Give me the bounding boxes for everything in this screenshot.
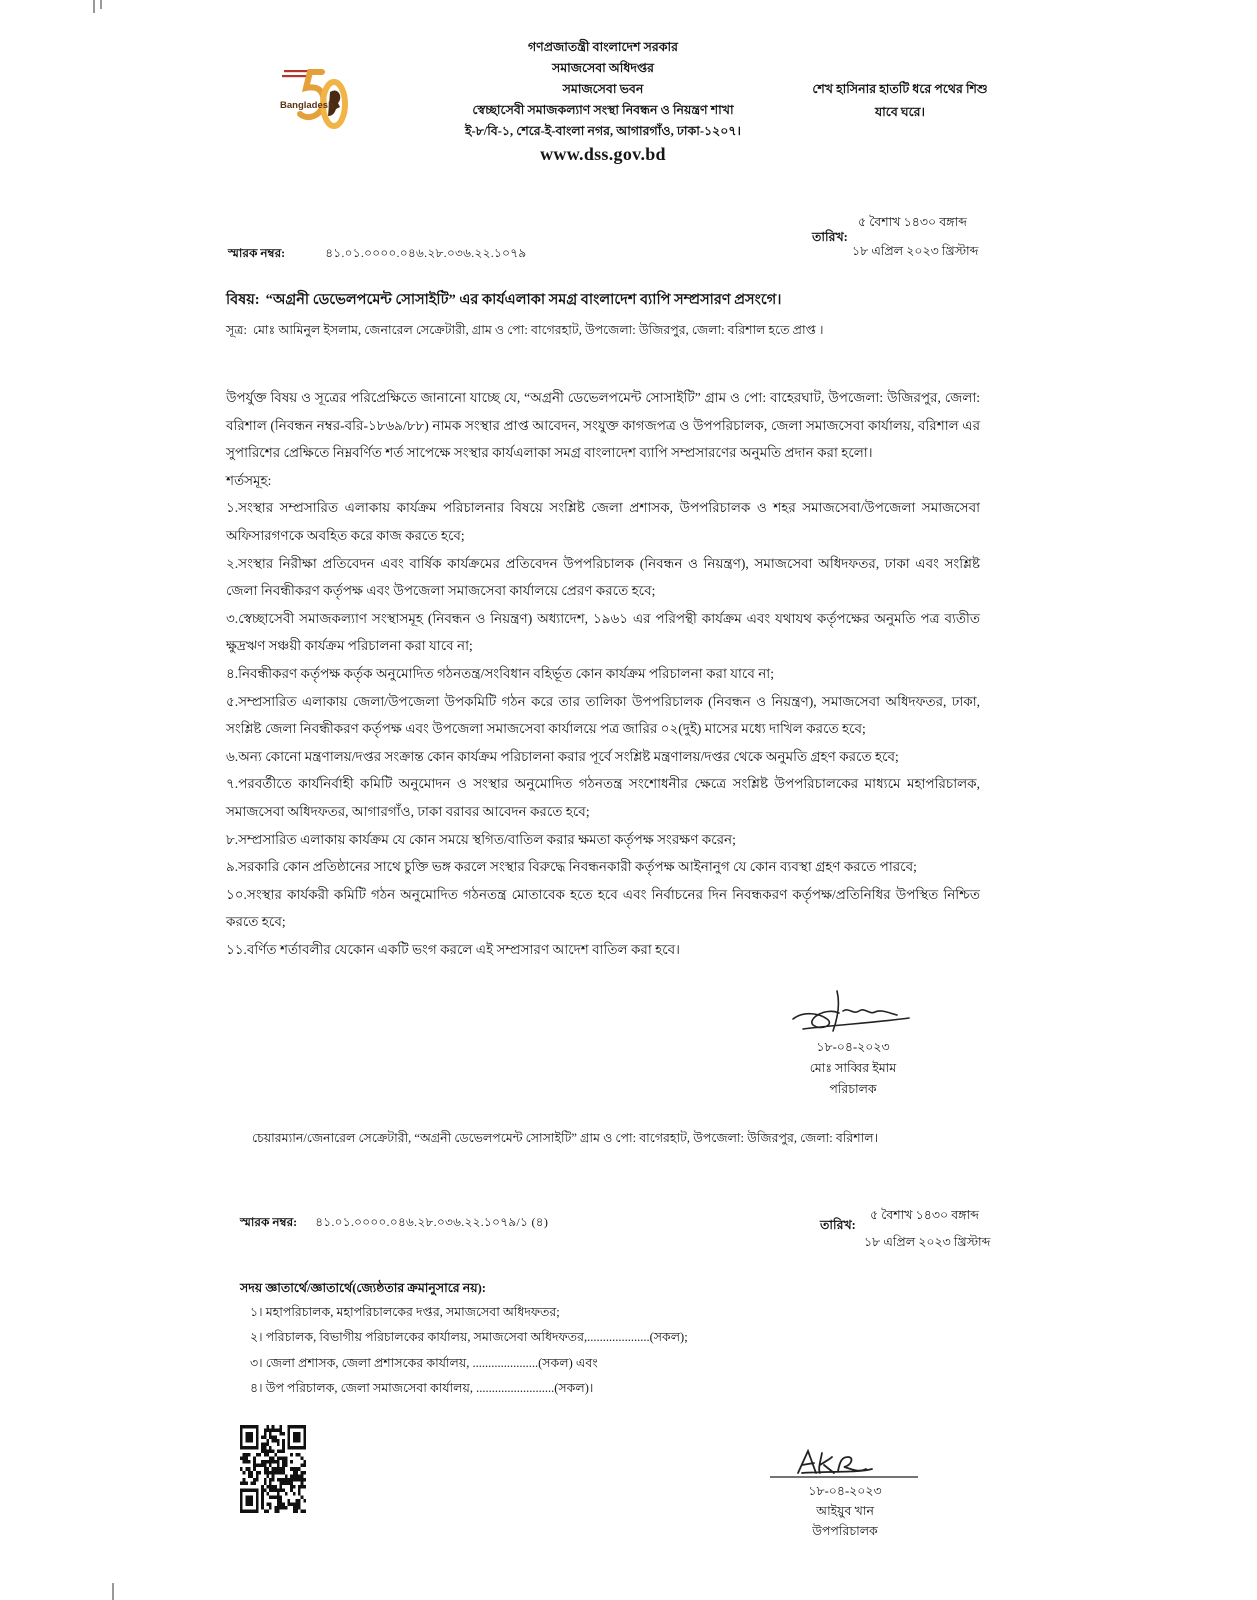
website: www.dss.gov.bd	[540, 144, 666, 164]
condition-item: ৮.সম্প্রসারিত এলাকায় কার্যক্রম যে কোন সময়ে স্থগিত/বাতিল করার ক্ষমতা কর্তৃপক্ষ সংরক্ষণ করেন;	[226, 831, 736, 847]
date-label: তারিখ:	[820, 1218, 856, 1232]
date-english: ১৮ এপ্রিল ২০২৩ খ্রিস্টাব্দ	[852, 244, 979, 258]
scan-mark	[100, 0, 102, 9]
copy-to-item: ১। মহাপরিচালক, মহাপরিচালকের দপ্তর, সমাজসেবা অধিদফতর;	[250, 1305, 560, 1319]
date-english: ১৮ এপ্রিল ২০২৩ খ্রিস্টাব্দ	[864, 1235, 991, 1249]
deputy-director-signature	[768, 1443, 923, 1483]
copy-to-item: ৩। জেলা প্রশাসক, জেলা প্রশাসকের কার্যালয়, .....................(সকল) এবং	[250, 1355, 598, 1370]
signature-date: ১৮-০৪-২০২৩	[808, 1484, 882, 1498]
subject-label: বিষয়:	[226, 292, 260, 308]
memo-number-row	[228, 244, 526, 262]
office-address: ই-৮/বি-১, শেরে-ই-বাংলা নগর, আগারগাঁও, ঢাকা-১২০৭।	[464, 124, 742, 138]
copy-to-title: সদয় জ্ঞাতার্থে/জ্ঞাতার্থে(জ্যেষ্ঠতার ক্রমানুসারে নয়):	[240, 1281, 486, 1295]
condition-item: ৩.স্বেচ্ছাসেবী সমাজকল্যাণ সংস্থাসমূহ (নিবন্ধন ও নিয়ন্ত্রণ) অধ্যাদেশ, ১৯৬১ এর পরিপন্থী কার্যক্রম এবং যথাযথ কর্তৃপক্ষের অনুমতি পত্র ব্যতীত ক্ষুদ্রঋণ সঞ্চয়ী কার্যক্রম পরিচালনা করা যাবে না;	[226, 610, 980, 654]
reference-text: মোঃ আমিনুল ইসলাম, জেনারেল সেক্রেটারী, গ্রাম ও পো: বাগেরহাট, উপজেলা: উজিরপুর, জেলা: বরিশাল হতে প্রাপ্ত ।	[252, 323, 824, 337]
director-signature	[785, 985, 915, 1040]
recipient-address: চেয়ারম্যান/জেনারেল সেক্রেটারী, “অগ্রনী ডেভেলপমেন্ট সোসাইটি” গ্রাম ও পো: বাগেরহাট, উপজেলা: উজিরপুর, জেলা: বরিশাল।	[252, 1131, 879, 1145]
building-name: সমাজসেবা ভবন	[562, 82, 644, 96]
condition-item: ১০.সংস্থার কার্যকরী কমিটি গঠন অনুমোদিত গঠনতন্ত্র মোতাবেক হতে হবে এবং নির্বাচনের দিন নিবন্ধকরণ কর্তৃপক্ষ/প্রতিনিধির উপস্থিত নিশ্চিত করতে হবে;	[226, 886, 980, 930]
copy-to-list	[250, 1300, 688, 1401]
letterhead	[393, 37, 813, 166]
signature-date: ১৮-০৪-২০২৩	[816, 1040, 890, 1054]
condition-item: ৫.সম্প্রসারিত এলাকায় জেলা/উপজেলা উপকমিটি গঠন করে তার তালিকা উপপরিচালক (নিবন্ধন ও নিয়ন্ত্রণ), সমাজসেবা অধিদফতর, ঢাকা, সংশ্লিষ্ট জেলা নিবন্ধীকরণ কর্তৃপক্ষ এবং উপজেলা সমাজসেবা কার্যালয়ে পত্র জারির ০২(দুই) মাসের মধ্যে দাখিল করতে হবে;	[226, 693, 980, 737]
slogan-line-2: যাবে ঘরে।	[874, 105, 926, 119]
slogan-line-1: শেখ হাসিনার হাতটি ধরে পথের শিশু	[812, 82, 988, 96]
condition-item: ৪.নিবন্ধীকরণ কর্তৃপক্ষ কর্তৃক অনুমোদিত গঠনতন্ত্র/সংবিধান বহির্ভূত কোন কার্যক্রম পরিচালনা করা যাবে না;	[226, 665, 774, 681]
memo-number: ৪১.০১.০০০০.০৪৬.২৮.০৩৬.২২.১০৭৯/১ (৪)	[315, 1215, 549, 1229]
letter-body	[226, 384, 980, 963]
department-name: সমাজসেবা অধিদপ্তর	[551, 61, 655, 75]
signatory-name: মোঃ সাব্বির ইমাম	[809, 1061, 897, 1075]
signatory-1	[778, 1037, 928, 1100]
signatory-designation: উপপরিচালক	[812, 1524, 878, 1538]
copy-to-item: ২। পরিচালক, বিভাগীয় পরিচালকের কার্যালয়, সমাজসেবা অধিদফতর,....................(সকল);	[250, 1330, 688, 1345]
memo-number-row	[240, 1213, 548, 1231]
subject-text: “অগ্রনী ডেভেলপমেন্ট সোসাইটি” এর কার্যএলাকা সমগ্র বাংলাদেশ ব্যাপি সম্প্রসারণ প্রসংগে।	[265, 292, 782, 308]
slogan	[805, 78, 995, 124]
memo-number-label: স্মারক নম্বর:	[240, 1215, 298, 1229]
signatory-name: আইয়ুব খান	[816, 1504, 874, 1518]
condition-item: ২.সংস্থার নিরীক্ষা প্রতিবেদন এবং বার্ষিক কার্যক্রমের প্রতিবেদন উপপরিচালক (নিবন্ধন ও নিয়ন্ত্রণ), সমাজসেবা অধিদফতর, ঢাকা এবং সংশ্লিষ্ট জেলা নিবন্ধীকরণ কর্তৃপক্ষ এবং উপজেলা সমাজসেবা কার্যালয়ে প্রেরণ করতে হবে;	[226, 555, 980, 599]
condition-item: ৭.পরবর্তীতে কার্যনির্বাহী কমিটি অনুমোদন ও সংস্থার অনুমোদিত গঠনতন্ত্র সংশোধনীর ক্ষেত্রে সংশ্লিষ্ট উপপরিচালকের মাধ্যমে মহাপরিচালক, সমাজসেবা অধিদফতর, আগারগাঁও, ঢাকা বরাবর আবেদন করতে হবে;	[226, 776, 980, 819]
golden-jubilee-logo	[270, 66, 350, 138]
branch-name: স্বেচ্ছাসেবী সমাজকল্যাণ সংস্থা নিবন্ধন ও নিয়ন্ত্রণ শাখা	[472, 103, 734, 117]
qr-code	[240, 1425, 306, 1513]
government-name: গণপ্রজাতন্ত্রী বাংলাদেশ সরকার	[527, 40, 679, 54]
signatory-designation: পরিচালক	[829, 1082, 877, 1096]
condition-item: ৬.অন্য কোনো মন্ত্রণালয়/দপ্তর সংক্রান্ত কোন কার্যক্রম পরিচালনা করার পূর্বে সংশ্লিষ্ট মন্ত্রণালয়/দপ্তর থেকে অনুমতি গ্রহণ করতে হবে;	[226, 748, 899, 764]
reference-label: সূত্র:	[226, 323, 247, 337]
date-bangla: ৫ বৈশাখ ১৪৩০ বঙ্গাব্দ	[870, 1208, 979, 1222]
signatory-2	[770, 1481, 920, 1541]
copy-to-item: ৪। উপ পরিচালক, জেলা সমাজসেবা কার্যালয়, .........................(সকল)।	[250, 1380, 594, 1395]
date-label: তারিখ:	[812, 230, 848, 244]
scan-mark	[112, 1583, 114, 1600]
scan-mark	[93, 0, 95, 13]
condition-item: ১১.বর্ণিত শর্তাবলীর যেকোন একটি ভংগ করলে এই সম্প্রসারণ আদেশ বাতিল করা হবে।	[226, 941, 680, 957]
memo-number: ৪১.০১.০০০০.০৪৬.২৮.০৩৬.২২.১০৭৯	[325, 246, 527, 260]
logo-text: Bangladesh	[280, 100, 334, 111]
body-paragraph: উপর্যুক্ত বিষয় ও সূত্রের পরিপ্রেক্ষিতে জানানো যাচ্ছে যে, “অগ্রনী ডেভেলপমেন্ট সোসাইটি” গ্রাম ও পো: বাহেরঘাট, উপজেলা: উজিরপুর, জেলা: বরিশাল (নিবন্ধন নম্বর-বরি-১৮৬৯/৮৮) নামক সংস্থার প্রাপ্ত আবেদন, সংযুক্ত কাগজপত্র ও উপপরিচালক, জেলা সমাজসেবা কার্যালয়, বরিশাল এর সুপারিশের প্রেক্ষিতে নিম্নবর্ণিত শর্ত সাপেক্ষে সংস্থার কার্যএলাকা সমগ্র বাংলাদেশ ব্যাপি সম্প্রসারণের অনুমতি প্রদান করা হলো।	[226, 390, 980, 461]
subject-line	[226, 290, 781, 310]
conditions-title: শর্তসমূহ:	[226, 472, 272, 488]
reference-line	[226, 321, 823, 339]
condition-item: ১.সংস্থার সম্প্রসারিত এলাকায় কার্যক্রম পরিচালনার বিষয়ে সংশ্লিষ্ট জেলা প্রশাসক, উপপরিচালক ও শহর সমাজসেবা/উপজেলা সমাজসেবা অফিসারগণকে অবহিত করে কাজ করতে হবে;	[226, 500, 980, 543]
condition-item: ৯.সরকারি কোন প্রতিষ্ঠানের সাথে চুক্তি ভঙ্গ করলে সংস্থার বিরুদ্ধে নিবন্ধনকারী কর্তৃপক্ষ আইনানুগ যে কোন ব্যবস্থা গ্রহণ করতে পারবে;	[226, 859, 917, 875]
date-bangla: ৫ বৈশাখ ১৪৩০ বঙ্গাব্দ	[858, 215, 967, 229]
memo-number-label: স্মারক নম্বর:	[228, 246, 286, 260]
